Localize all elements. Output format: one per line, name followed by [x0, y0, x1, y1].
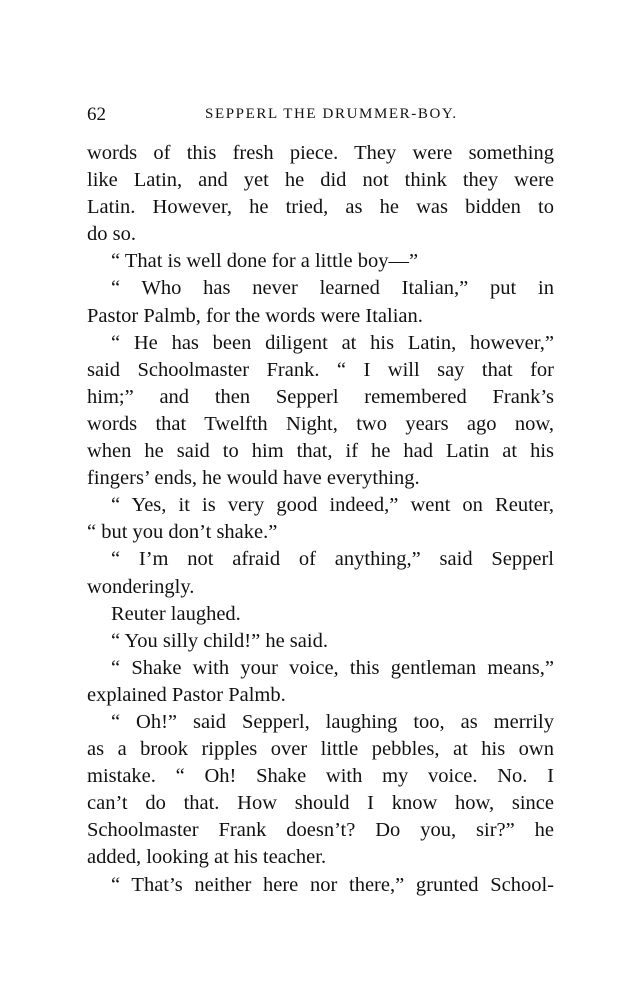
text-line: can’t do that. How should I know how, since [87, 792, 554, 815]
text-line: as a brook ripples over little pebbles, at his own [87, 738, 554, 761]
text-line: wonderingly. [87, 575, 195, 598]
text-line: fingers’ ends, he would have everything. [87, 467, 420, 490]
text-line: “ That is well done for a little boy—” [111, 250, 419, 273]
text-line: “ I’m not afraid of anything,” said Sepperl [111, 548, 554, 571]
text-line: him;” and then Sepperl remembered Frank’s [87, 385, 554, 408]
text-line: “ He has been diligent at his Latin, however,” [111, 331, 554, 354]
text-line: Schoolmaster Frank doesn’t? Do you, sir?” he [87, 819, 554, 842]
text-line: when he said to him that, if he had Latin at his [87, 440, 554, 463]
text-line: “ Shake with your voice, this gentleman means,” [111, 656, 554, 679]
text-line: Latin. However, he tried, as he was bidden to [87, 196, 554, 219]
text-line: “ You silly child!” he said. [111, 629, 328, 652]
text-line: “ That’s neither here nor there,” grunted School- [111, 873, 554, 896]
text-line: do so. [87, 223, 136, 246]
running-title: SEPPERL THE DRUMMER-BOY. [205, 106, 458, 122]
text-line: “ Oh!” said Sepperl, laughing too, as merrily [111, 710, 554, 733]
text-line: like Latin, and yet he did not think they were [87, 169, 554, 192]
text-line: “ Yes, it is very good indeed,” went on Reuter, [111, 494, 554, 517]
text-line: added, looking at his teacher. [87, 846, 327, 869]
text-line: explained Pastor Palmb. [87, 683, 286, 706]
text-line: mistake. “ Oh! Shake with my voice. No. I [87, 765, 554, 788]
text-line: Pastor Palmb, for the words were Italian. [87, 304, 423, 327]
text-line: Reuter laughed. [111, 602, 241, 625]
body-text [87, 140, 554, 899]
text-line: “ but you don’t shake.” [87, 521, 278, 544]
text-line: said Schoolmaster Frank. “ I will say that for [87, 358, 554, 381]
text-line: words of this fresh piece. They were something [87, 142, 554, 164]
text-line: words that Twelfth Night, two years ago now, [87, 412, 554, 435]
page-number: 62 [87, 104, 106, 125]
text-line: “ Who has never learned Italian,” put in [111, 277, 554, 300]
page-header [87, 104, 555, 132]
